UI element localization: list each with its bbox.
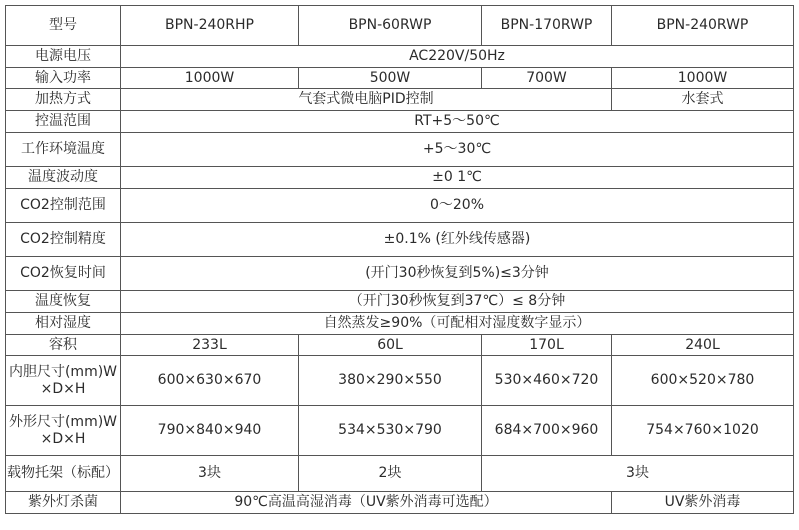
row-humidity bbox=[6, 313, 794, 335]
row-heating-method bbox=[6, 89, 794, 111]
cell-value: +5～30℃ bbox=[121, 133, 794, 167]
row-label: CO2控制精度 bbox=[6, 223, 121, 257]
row-uv bbox=[6, 492, 794, 514]
cell-value: ±0 1℃ bbox=[121, 167, 794, 189]
row-label: 输入功率 bbox=[6, 68, 121, 89]
row-label: 外形尺寸(mm)W×D×H bbox=[6, 406, 121, 456]
row-co2-accuracy bbox=[6, 223, 794, 257]
cell-value: 754×760×1020 bbox=[612, 406, 794, 456]
cell-value: 3块 bbox=[482, 456, 794, 492]
model-bpn-240rhp: BPN-240RHP bbox=[121, 6, 299, 46]
cell-value: 2块 bbox=[299, 456, 482, 492]
cell-value: 530×460×720 bbox=[482, 356, 612, 406]
row-label: 温度波动度 bbox=[6, 167, 121, 189]
cell-value: 790×840×940 bbox=[121, 406, 299, 456]
row-label: 容积 bbox=[6, 335, 121, 356]
cell-value: ±0.1% (红外线传感器) bbox=[121, 223, 794, 257]
row-label: CO2恢复时间 bbox=[6, 257, 121, 291]
cell-value: 1000W bbox=[612, 68, 794, 89]
cell-value: 0～20% bbox=[121, 189, 794, 223]
cell-value: 1000W bbox=[121, 68, 299, 89]
row-label: 紫外灯杀菌 bbox=[6, 492, 121, 514]
cell-value: 气套式微电脑PID控制 bbox=[121, 89, 612, 111]
cell-value: 3块 bbox=[121, 456, 299, 492]
cell-value: 500W bbox=[299, 68, 482, 89]
row-label: 控温范围 bbox=[6, 111, 121, 133]
row-label: 加热方式 bbox=[6, 89, 121, 111]
row-label: 工作环境温度 bbox=[6, 133, 121, 167]
header-row bbox=[6, 6, 794, 46]
spec-table-container bbox=[5, 5, 794, 514]
model-bpn-170rwp: BPN-170RWP bbox=[482, 6, 612, 46]
cell-value: 600×630×670 bbox=[121, 356, 299, 406]
cell-value: 380×290×550 bbox=[299, 356, 482, 406]
row-label: 相对湿度 bbox=[6, 313, 121, 335]
cell-value: 90℃高温高湿消毒（UV紫外消毒可选配） bbox=[121, 492, 612, 514]
cell-value: AC220V/50Hz bbox=[121, 46, 794, 68]
row-temp-range bbox=[6, 111, 794, 133]
row-label: 温度恢复 bbox=[6, 291, 121, 313]
header-label: 型号 bbox=[6, 6, 121, 46]
cell-value: 600×520×780 bbox=[612, 356, 794, 406]
row-ambient-temp bbox=[6, 133, 794, 167]
row-label: 内胆尺寸(mm)W×D×H bbox=[6, 356, 121, 406]
row-temp-recovery bbox=[6, 291, 794, 313]
cell-value: 水套式 bbox=[612, 89, 794, 111]
cell-value: RT+5～50℃ bbox=[121, 111, 794, 133]
row-volume bbox=[6, 335, 794, 356]
model-bpn-240rwp: BPN-240RWP bbox=[612, 6, 794, 46]
row-shelves bbox=[6, 456, 794, 492]
row-label: CO2控制范围 bbox=[6, 189, 121, 223]
cell-value: （开门30秒恢复到37℃）≤ 8分钟 bbox=[121, 291, 794, 313]
cell-value: 240L bbox=[612, 335, 794, 356]
cell-value: 170L bbox=[482, 335, 612, 356]
row-input-power bbox=[6, 68, 794, 89]
cell-value: UV紫外消毒 bbox=[612, 492, 794, 514]
row-outer-size bbox=[6, 406, 794, 456]
cell-value: 60L bbox=[299, 335, 482, 356]
row-co2-range bbox=[6, 189, 794, 223]
cell-value: 534×530×790 bbox=[299, 406, 482, 456]
row-co2-recovery bbox=[6, 257, 794, 291]
row-inner-size bbox=[6, 356, 794, 406]
cell-value: 自然蒸发≥90%（可配相对湿度数字显示） bbox=[121, 313, 794, 335]
row-temp-fluctuation bbox=[6, 167, 794, 189]
cell-value: (开门30秒恢复到5%)≤3分钟 bbox=[121, 257, 794, 291]
model-bpn-60rwp: BPN-60RWP bbox=[299, 6, 482, 46]
cell-value: 684×700×960 bbox=[482, 406, 612, 456]
row-power-supply bbox=[6, 46, 794, 68]
row-label: 电源电压 bbox=[6, 46, 121, 68]
row-label: 载物托架（标配） bbox=[6, 456, 121, 492]
cell-value: 700W bbox=[482, 68, 612, 89]
cell-value: 233L bbox=[121, 335, 299, 356]
spec-table bbox=[5, 5, 794, 514]
